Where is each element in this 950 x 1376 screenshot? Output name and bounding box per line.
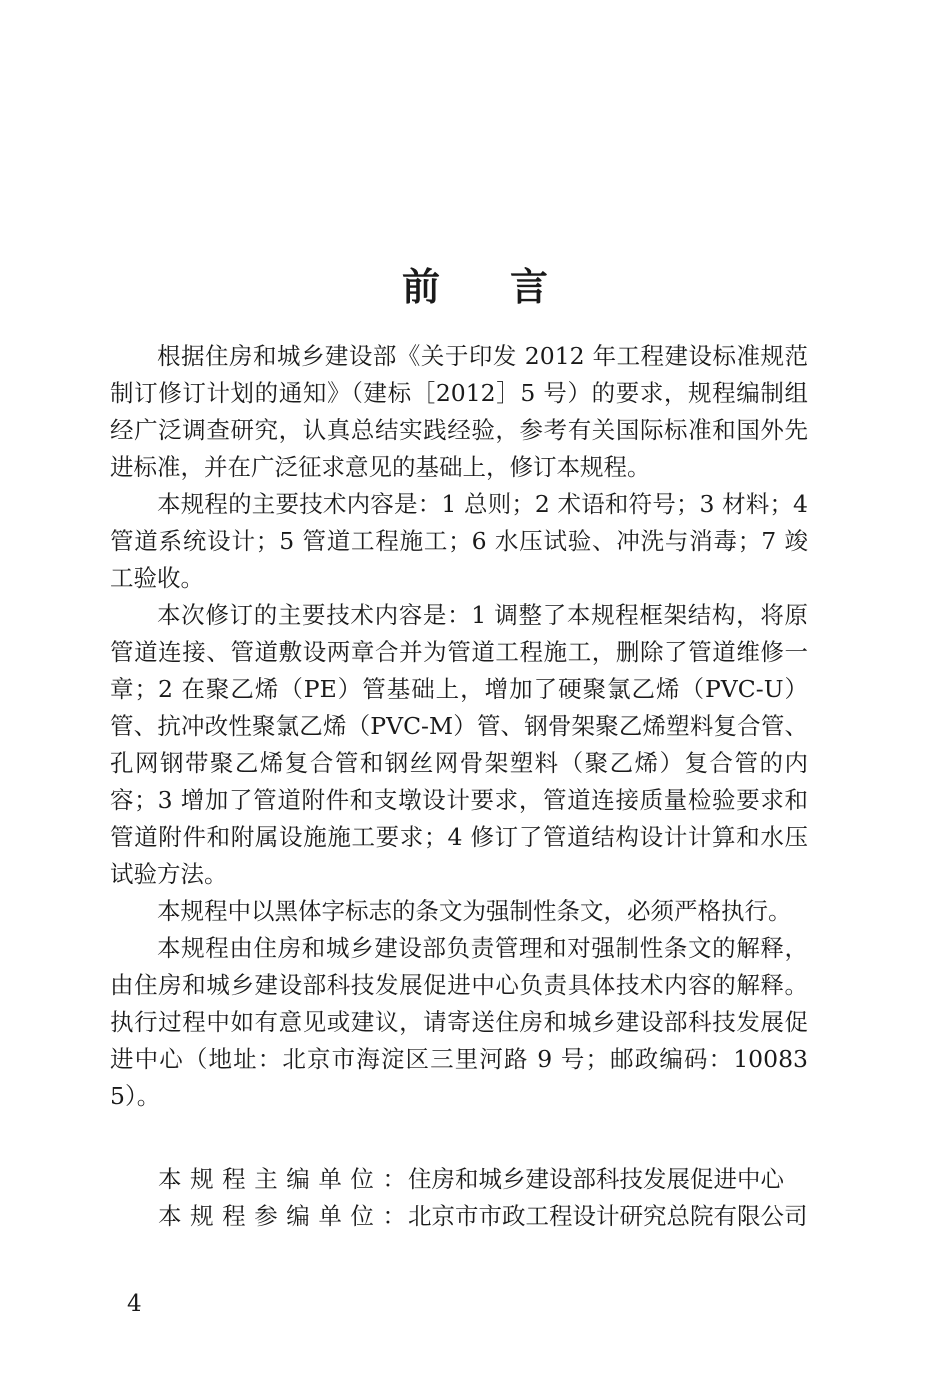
participating-unit: 北京市市政工程设计研究总院有限公司 <box>408 1202 808 1230</box>
paragraph-basis: 根据住房和城乡建设部《关于印发 2012 年工程建设标准规范制订修订计划的通知》（建标［2012］5 号）的要求，规程编制组经广泛调查研究，认真总结实践经验，参考有关国际标准和国外先进标准，并在广泛征求意见的基础上，修订本规程。 <box>110 342 808 481</box>
participating-unit-label: 本规程参编单位： <box>158 1202 406 1230</box>
paragraph-administration: 本规程由住房和城乡建设部负责管理和对强制性条文的解释，由住房和城乡建设部科技发展促进中心负责具体技术内容的解释。执行过程中如有意见或建议，请寄送住房和城乡建设部科技发展促进中心（地址：北京市海淀区三里河路 9 号；邮政编码：100835）。 <box>110 934 808 1110</box>
editing-units <box>158 1161 810 1235</box>
page-number: 4 <box>127 1291 142 1317</box>
paragraph-main-contents: 本规程的主要技术内容是：1 总则；2 术语和符号；3 材料；4 管道系统设计；5 管道工程施工；6 水压试验、冲洗与消毒；7 竣工验收。 <box>110 490 808 592</box>
chief-editor-unit: 住房和城乡建设部科技发展促进中心 <box>408 1165 784 1193</box>
paragraph-mandatory-clauses: 本规程中以黑体字标志的条文为强制性条文，必须严格执行。 <box>157 897 792 925</box>
chief-editor-row <box>158 1161 810 1198</box>
participating-unit-row <box>158 1198 810 1235</box>
paragraph-revision-contents: 本次修订的主要技术内容是：1 调整了本规程框架结构，将原管道连接、管道敷设两章合并为管道工程施工，删除了管道维修一章；2 在聚乙烯（PE）管基础上，增加了硬聚氯乙烯（PVC-U）管、抗冲改性聚氯乙烯（PVC-M）管、钢骨架聚乙烯塑料复合管、孔网钢带聚乙烯复合管和钢丝网骨架塑料（聚乙烯）复合管的内容；3 增加了管道附件和支墩设计要求，管道连接质量检验要求和管道附件和附属设施施工要求；4 修订了管道结构设计计算和水压试验方法。 <box>110 601 808 888</box>
chief-editor-label: 本规程主编单位： <box>158 1165 406 1193</box>
foreword-body <box>110 338 808 1115</box>
page-title: 前言 <box>401 265 618 310</box>
